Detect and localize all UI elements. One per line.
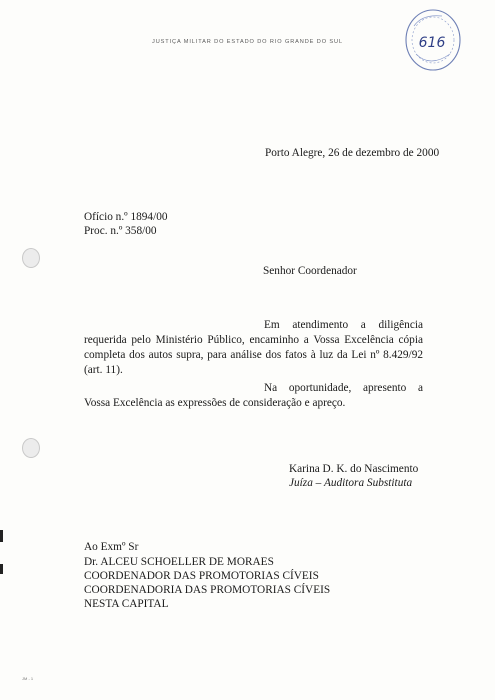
letterhead: JUSTIÇA MILITAR DO ESTADO DO RIO GRANDE DO SUL — [152, 39, 343, 45]
body-paragraph-2: Na oportunidade, apresento a Vossa Excelência as expressões de consideração e apreço. — [84, 382, 423, 409]
recipient-role: COORDENADOR DAS PROMOTORIAS CÍVEIS — [84, 570, 319, 582]
oficio-number: Ofício n.º 1894/00 — [84, 211, 168, 223]
recipient-name: Dr. ALCEU SCHOELLER DE MORAES — [84, 556, 274, 568]
recipient-department: COORDENADORIA DAS PROMOTORIAS CÍVEIS — [84, 584, 331, 596]
footer-mark: JM - 1 — [22, 676, 34, 681]
protocol-stamp — [402, 4, 464, 74]
process-number: Proc. n.º 358/00 — [84, 225, 157, 237]
punch-hole-bottom — [22, 438, 40, 458]
recipient-city: NESTA CAPITAL — [84, 598, 169, 610]
scan-edge-mark — [0, 530, 3, 542]
stamp-number: 616 — [418, 35, 446, 51]
body-paragraph-1: Em atendimento a diligência requerida pelo Ministério Público, encaminho a Vossa Excelência cópia completa dos autos supra, para análise dos fatos à luz da Lei nº 8.429/92 (art. 11). — [84, 319, 423, 376]
signer-name: Karina D. K. do Nascimento — [289, 463, 419, 475]
scan-edge-mark — [0, 564, 3, 574]
place-date: Porto Alegre, 26 de dezembro de 2000 — [265, 147, 440, 159]
recipient-greeting: Ao Exmº Sr — [84, 541, 139, 553]
salutation: Senhor Coordenador — [263, 265, 357, 277]
punch-hole-top — [22, 248, 40, 268]
signer-title: Juíza – Auditora Substituta — [289, 477, 413, 489]
